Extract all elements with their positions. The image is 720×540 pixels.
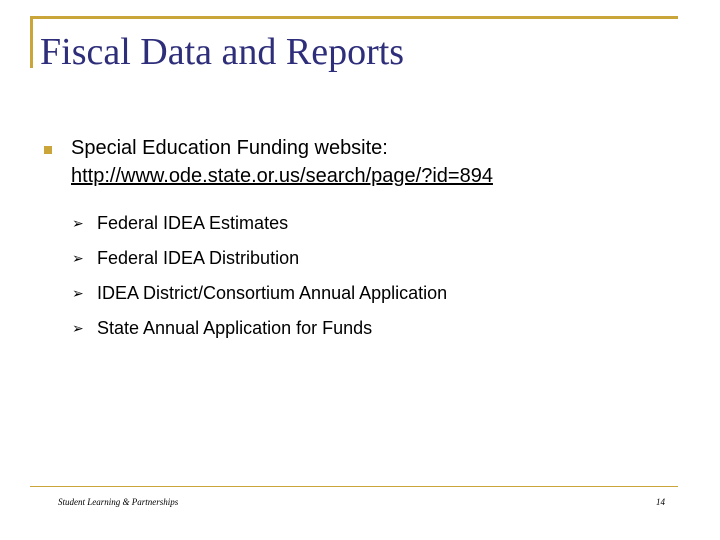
arrow-bullet-icon: ➢ bbox=[72, 215, 84, 232]
footer-organization: Student Learning & Partnerships bbox=[58, 497, 179, 507]
top-frame-line bbox=[30, 16, 678, 19]
arrow-bullet-icon: ➢ bbox=[72, 320, 84, 337]
sub-item bbox=[72, 206, 447, 241]
main-bullet-text: Special Education Funding website: bbox=[71, 137, 388, 159]
sub-item bbox=[72, 311, 447, 346]
sub-item bbox=[72, 276, 447, 311]
page-number: 14 bbox=[656, 497, 665, 507]
footer-divider bbox=[30, 486, 678, 487]
sub-item-label: State Annual Application for Funds bbox=[97, 318, 373, 338]
sub-bullet-list bbox=[72, 206, 447, 346]
arrow-bullet-icon: ➢ bbox=[72, 285, 84, 302]
sub-item-label: Federal IDEA Distribution bbox=[97, 248, 300, 268]
sub-item-label: IDEA District/Consortium Annual Application bbox=[97, 283, 448, 303]
main-bullet bbox=[71, 134, 691, 190]
funding-website-link[interactable]: http://www.ode.state.or.us/search/page/?id=894 bbox=[71, 165, 493, 187]
left-frame-line bbox=[30, 16, 33, 68]
arrow-bullet-icon: ➢ bbox=[72, 250, 84, 267]
sub-item bbox=[72, 241, 447, 276]
sub-item-label: Federal IDEA Estimates bbox=[97, 213, 289, 233]
slide-title: Fiscal Data and Reports bbox=[40, 31, 405, 73]
square-bullet-icon bbox=[44, 146, 52, 154]
